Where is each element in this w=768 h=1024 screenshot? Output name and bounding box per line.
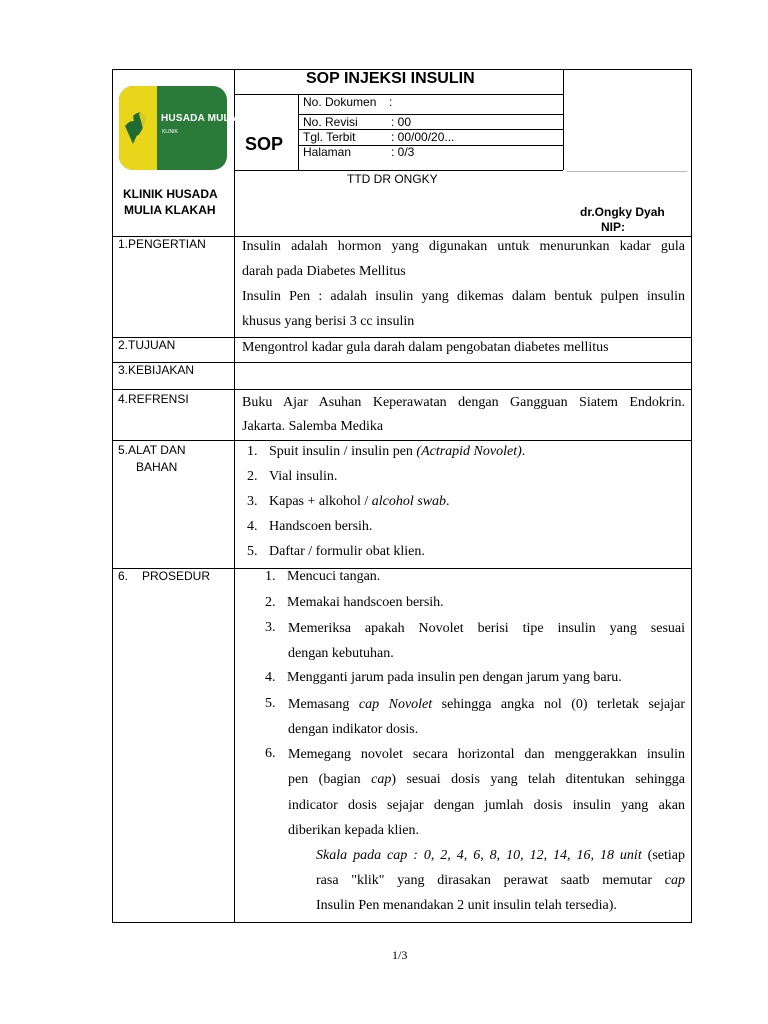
meta-label-no-revisi: No. Revisi: [303, 115, 358, 129]
signer-name: dr.Ongky Dyah: [580, 205, 665, 219]
list-item: 3. Kapas + alkohol / alcohol swab.: [247, 494, 450, 509]
section-label-tujuan: 2.TUJUAN: [118, 338, 176, 352]
meta-value-halaman: : 0/3: [391, 145, 415, 159]
procedure-note-line-1: Skala pada cap : 0, 2, 4, 6, 8, 10, 12, 14, 16, 18 unit (setiap: [316, 848, 685, 863]
section-label-pengertian: 1.PENGERTIAN: [118, 237, 206, 251]
list-item: 5. Daftar / formulir obat klien.: [247, 544, 425, 559]
clinic-name-line2: MULIA KLAKAH: [124, 203, 216, 217]
meta-label-no-dokumen: No. Dokumen: [303, 95, 377, 109]
meta-value-tgl-terbit: : 00/00/20...: [391, 130, 455, 144]
procedure-note-line-3: Insulin Pen menandakan 2 unit insulin telah tersedia).: [316, 898, 617, 913]
list-item: 2. Vial insulin.: [247, 469, 338, 484]
list-item: 4. Handscoen bersih.: [247, 519, 373, 534]
procedure-step-5-num: 5.: [265, 696, 276, 711]
page-number: 1/3: [392, 948, 408, 962]
section-label-alat-1: 5.ALAT DAN: [118, 443, 186, 457]
logo-subtext: KLINIK: [162, 129, 178, 135]
procedure-step-6-line-3: indicator dosis sejajar dengan jumlah dosis insulin yang akan: [288, 798, 685, 813]
pengertian-line-3: Insulin Pen : adalah insulin yang dikemas dalam bentuk pulpen insulin: [242, 289, 685, 304]
section-label-alat-2: BAHAN: [136, 460, 178, 474]
procedure-step-5-line-1: Memasang cap Novolet sehingga angka nol (0) terletak sejajar: [288, 697, 685, 712]
pengertian-line-4: khusus yang berisi 3 cc insulin: [242, 314, 415, 329]
meta-label-halaman: Halaman: [303, 145, 352, 159]
clinic-logo: [119, 86, 241, 170]
signature-title: TTD DR ONGKY: [347, 172, 438, 186]
procedure-step-4: 4. Mengganti jarum pada insulin pen dengan jarum yang baru.: [265, 670, 622, 685]
list-item: 1. Spuit insulin / insulin pen (Actrapid Novolet).: [247, 444, 526, 459]
section-label-kebijakan: 3.KEBIJAKAN: [118, 363, 195, 377]
tujuan-text: Mengontrol kadar gula darah dalam pengobatan diabetes mellitus: [242, 340, 609, 355]
pengertian-line-2: darah pada Diabetes Mellitus: [242, 264, 406, 279]
referensi-line-1: Buku Ajar Asuhan Keperawatan dengan Gangguan Siatem Endokrin.: [242, 395, 685, 410]
section-label-prosedur-num: 6.: [118, 569, 129, 583]
clinic-logo-graphic: [119, 86, 227, 170]
procedure-step-2: 2. Memakai handscoen bersih.: [265, 595, 444, 610]
procedure-note-line-2: rasa "klik" yang dirasakan perawat saatb memutar cap: [316, 873, 685, 888]
procedure-step-3-line-1: Memeriksa apakah Novolet berisi tipe insulin yang sesuai: [288, 621, 685, 636]
procedure-step-5-line-2: dengan indikator dosis.: [288, 722, 419, 737]
document-title: SOP INJEKSI INSULIN: [306, 70, 475, 87]
referensi-line-2: Jakarta. Salemba Medika: [242, 419, 384, 434]
meta-value-no-revisi: : 00: [391, 115, 412, 129]
procedure-step-6-line-1: Memegang novolet secara horizontal dan menggerakkan insulin: [288, 747, 685, 762]
procedure-step-1: 1. Mencuci tangan.: [265, 569, 381, 584]
pengertian-line-1: Insulin adalah hormon yang digunakan untuk menurunkan kadar gula: [242, 239, 685, 254]
procedure-step-3-line-2: dengan kebutuhan.: [288, 646, 394, 661]
meta-label-tgl-terbit: Tgl. Terbit: [303, 130, 356, 144]
section-label-referensi: 4.REFRENSI: [118, 392, 189, 406]
logo-text: HUSADA MULIA: [161, 113, 241, 124]
meta-value-no-dokumen: :: [389, 95, 393, 109]
procedure-step-6-num: 6.: [265, 746, 276, 761]
sop-label: SOP: [245, 134, 284, 154]
procedure-step-6-line-2: pen (bagian cap) sesuai dosis yang telah ditentukan sehingga: [288, 772, 685, 787]
procedure-step-3-num: 3.: [265, 620, 276, 635]
clinic-name-line1: KLINIK HUSADA: [123, 187, 218, 201]
signer-nip: NIP:: [601, 220, 625, 234]
section-label-prosedur: PROSEDUR: [142, 569, 211, 583]
procedure-step-6-line-4: diberikan kepada klien.: [288, 823, 420, 838]
